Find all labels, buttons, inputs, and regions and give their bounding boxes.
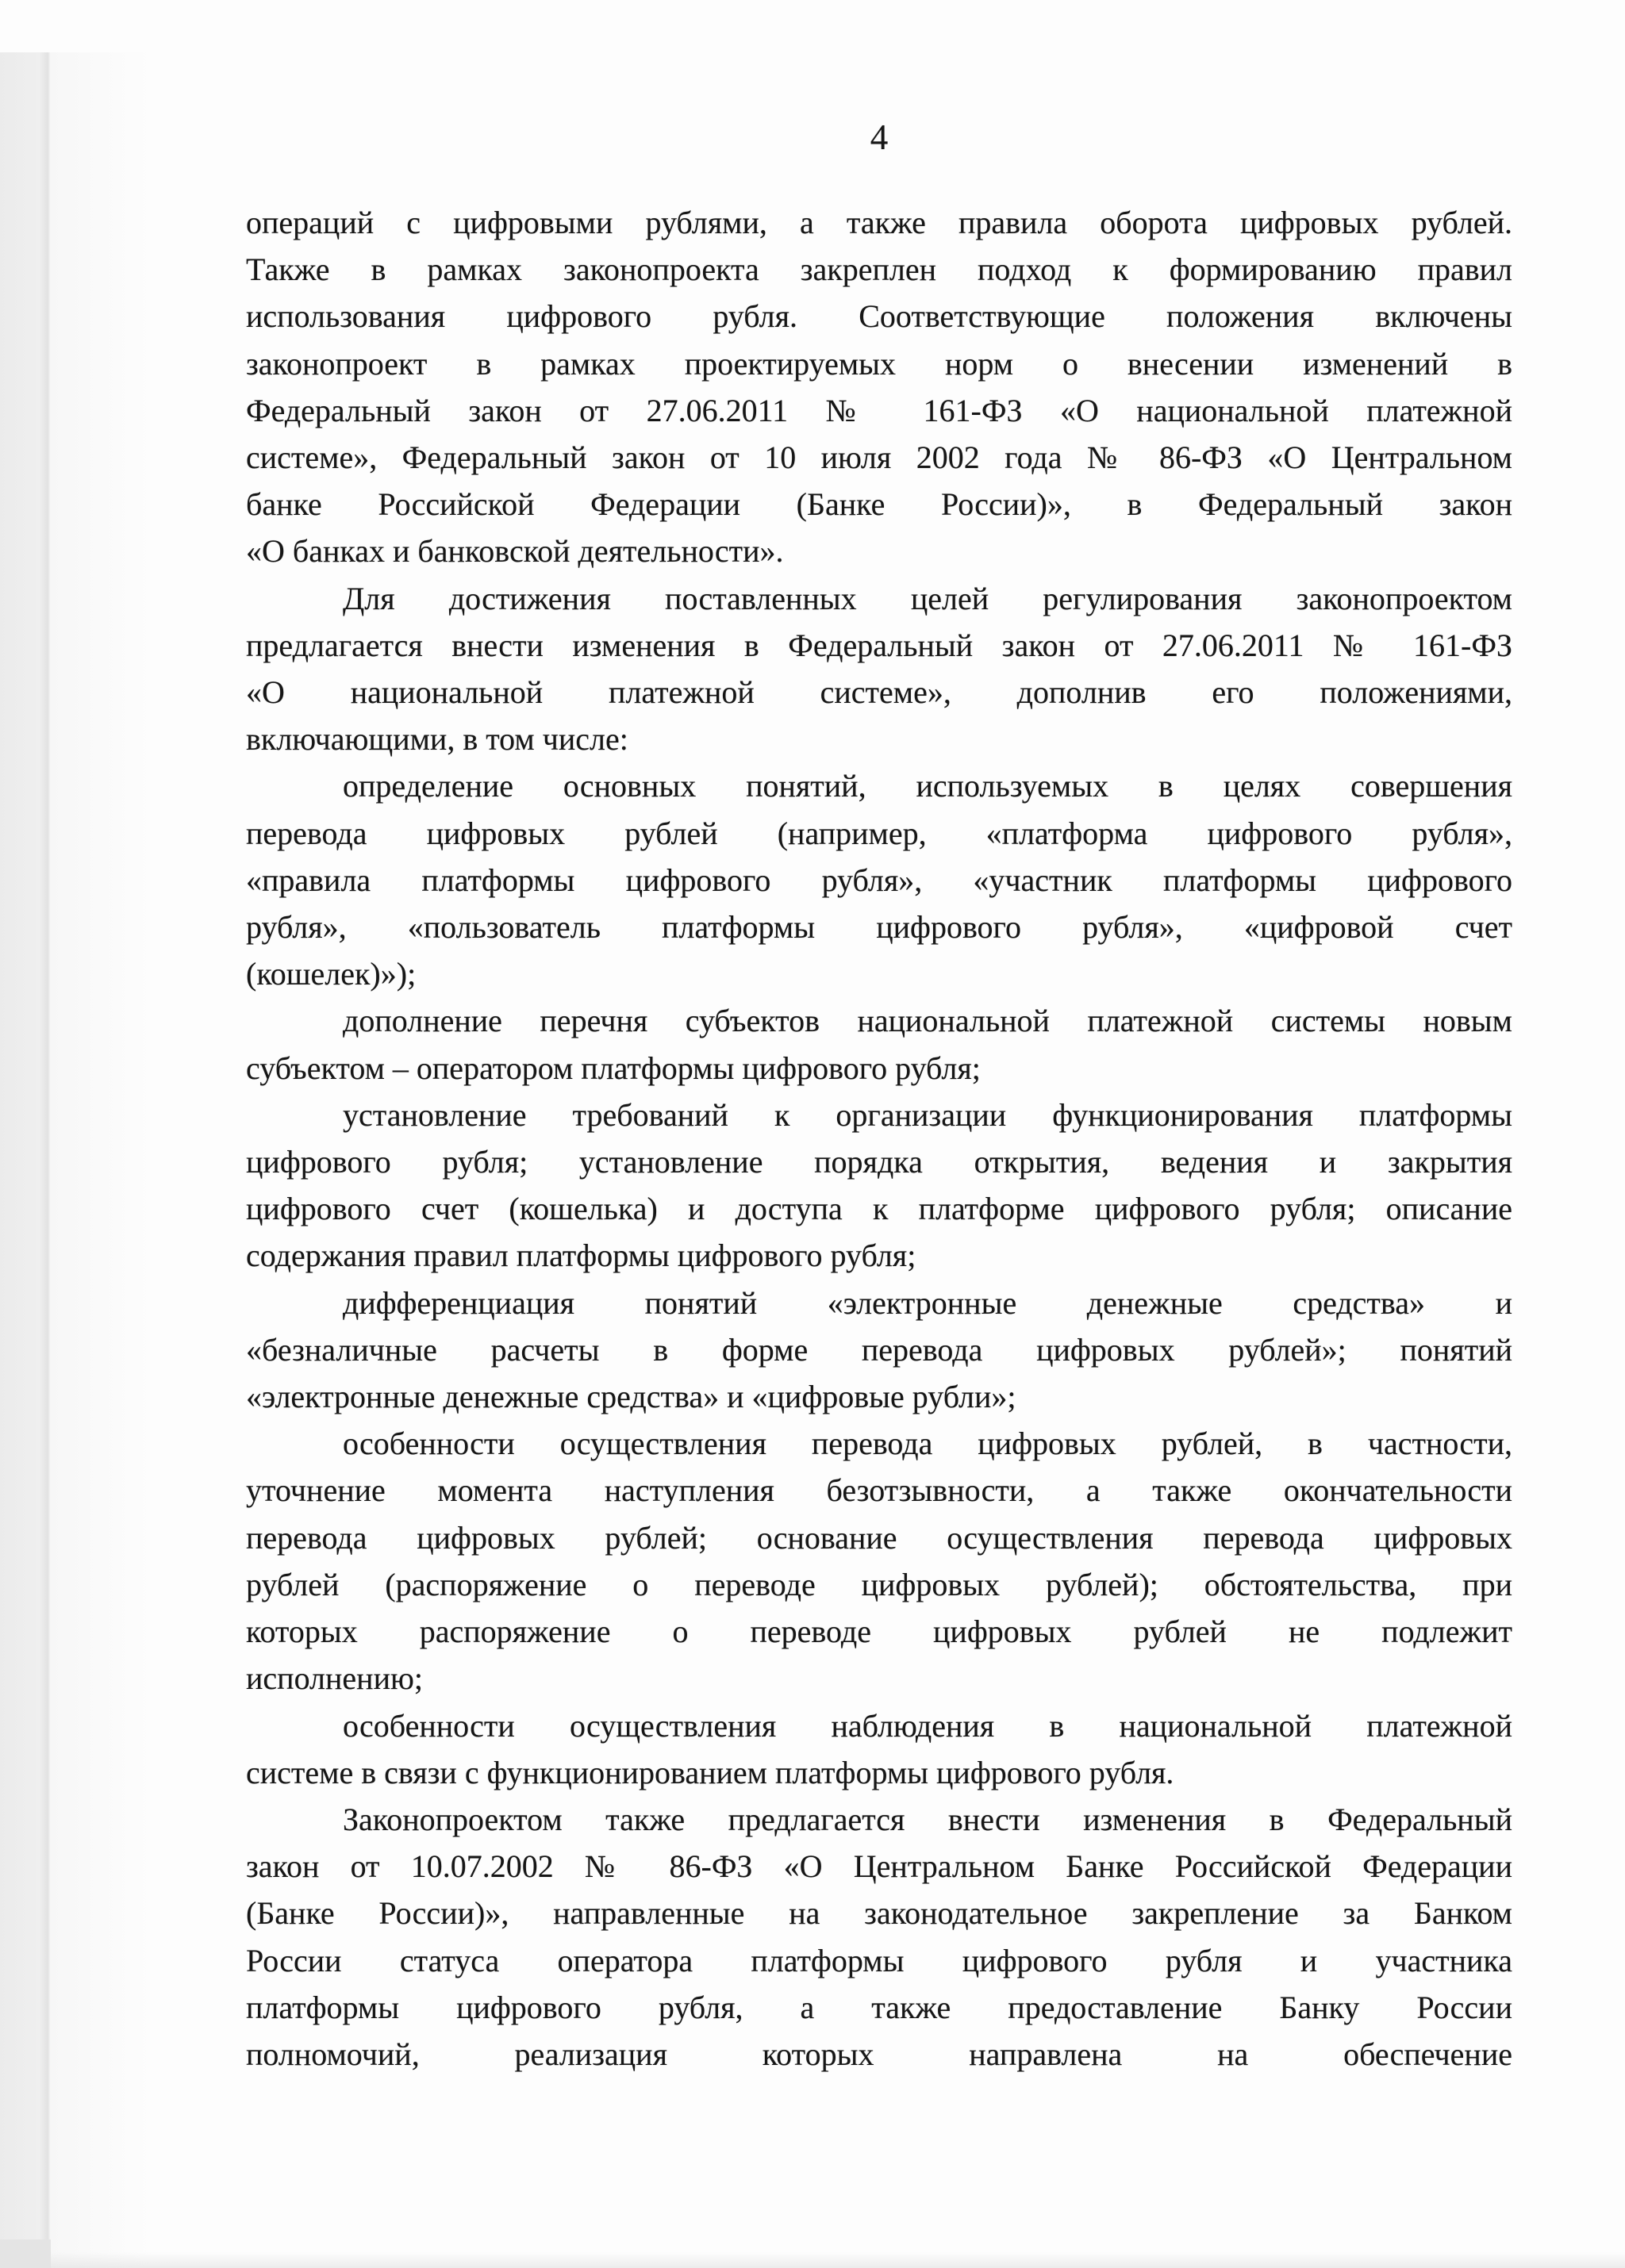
text-line: которых распоряжение о переводе цифровых рублей не подлежит	[246, 1614, 1512, 1650]
text-line: системе в связи с функционированием платформы цифрового рубля.	[246, 1754, 1174, 1790]
text-line: «О банках и банковской деятельности».	[246, 533, 784, 570]
text-line: системе», Федеральный закон от 10 июля 2002 года № 86-ФЗ «О Центральном	[246, 439, 1512, 476]
text-line: банке Российской Федерации (Банке России)», в Федеральный закон	[246, 486, 1512, 523]
text-line: особенности осуществления перевода цифровых рублей, в частности,	[343, 1426, 1512, 1462]
page-number: 4	[870, 117, 889, 157]
text-line: дополнение перечня субъектов национальной платежной системы новым	[343, 1003, 1512, 1039]
scan-left-edge-soft-shadow	[51, 52, 151, 2268]
text-line: «правила платформы цифрового рубля», «участник платформы цифрового	[246, 862, 1512, 898]
text-line: полномочий, реализация которых направлена на обеспечение	[246, 2036, 1512, 2072]
text-line: платформы цифрового рубля, а также предоставление Банку России	[246, 1989, 1512, 2025]
document-body	[246, 199, 1512, 2078]
text-line: рублей (распоряжение о переводе цифровых рублей); обстоятельства, при	[246, 1566, 1512, 1602]
text-line: предлагается внести изменения в Федеральный закон от 27.06.2011 № 161-ФЗ	[246, 627, 1512, 663]
scan-left-edge-shadow	[0, 52, 51, 2268]
text-line: содержания правил платформы цифрового рубля;	[246, 1238, 916, 1274]
text-line: уточнение момента наступления безотзывности, а также окончательности	[246, 1472, 1512, 1509]
text-line: законопроект в рамках проектируемых норм о внесении изменений в	[246, 345, 1512, 382]
text-line: исполнению;	[246, 1660, 423, 1697]
text-line: (кошелек)»);	[246, 956, 417, 992]
text-line: цифрового рубля; установление порядка открытия, ведения и закрытия	[246, 1144, 1512, 1180]
text-line: определение основных понятий, используемых в целях совершения	[343, 768, 1512, 804]
text-line: особенности осуществления наблюдения в национальной платежной	[343, 1707, 1512, 1744]
text-line: «О национальной платежной системе», дополнив его положениями,	[246, 674, 1512, 711]
text-line: Законопроектом также предлагается внести изменения в Федеральный	[343, 1801, 1512, 1837]
text-line: Для достижения поставленных целей регулирования законопроектом	[343, 580, 1512, 616]
text-line: установление требований к организации функционирования платформы	[343, 1096, 1512, 1133]
text-line: (Банке России)», направленные на законодательное закрепление за Банком	[246, 1895, 1512, 1932]
text-line: использования цифрового рубля. Соответствующие положения включены	[246, 298, 1512, 335]
text-line: «электронные денежные средства» и «цифровые рубли»;	[246, 1379, 1016, 1415]
text-line: России статуса оператора платформы цифрового рубля и участника	[246, 1942, 1512, 1978]
text-line: дифференциация понятий «электронные денежные средства» и	[343, 1284, 1512, 1321]
text-line: «безналичные расчеты в форме перевода цифровых рублей»; понятий	[246, 1331, 1512, 1368]
text-line: рубля», «пользователь платформы цифрового рубля», «цифровой счет	[246, 909, 1512, 946]
text-line: Также в рамках законопроекта закреплен подход к формированию правил	[246, 251, 1512, 288]
scan-bottom-left-corner-shadow	[0, 2239, 51, 2268]
text-line: цифрового счет (кошелька) и доступа к платформе цифрового рубля; описание	[246, 1191, 1512, 1227]
text-line: перевода цифровых рублей (например, «платформа цифрового рубля»,	[246, 815, 1512, 851]
text-line: перевода цифровых рублей; основание осуществления перевода цифровых	[246, 1519, 1512, 1556]
text-line: операций с цифровыми рублями, а также правила оборота цифровых рублей.	[246, 205, 1512, 240]
scan-bottom-shadow	[0, 2252, 1625, 2268]
text-line: Федеральный закон от 27.06.2011 № 161-ФЗ «О национальной платежной	[246, 392, 1512, 428]
text-line: субъектом – оператором платформы цифрового рубля;	[246, 1050, 981, 1086]
text-line: закон от 10.07.2002 № 86-ФЗ «О Центральном Банке Российской Федерации	[246, 1848, 1512, 1885]
text-line: включающими, в том числе:	[246, 721, 628, 758]
